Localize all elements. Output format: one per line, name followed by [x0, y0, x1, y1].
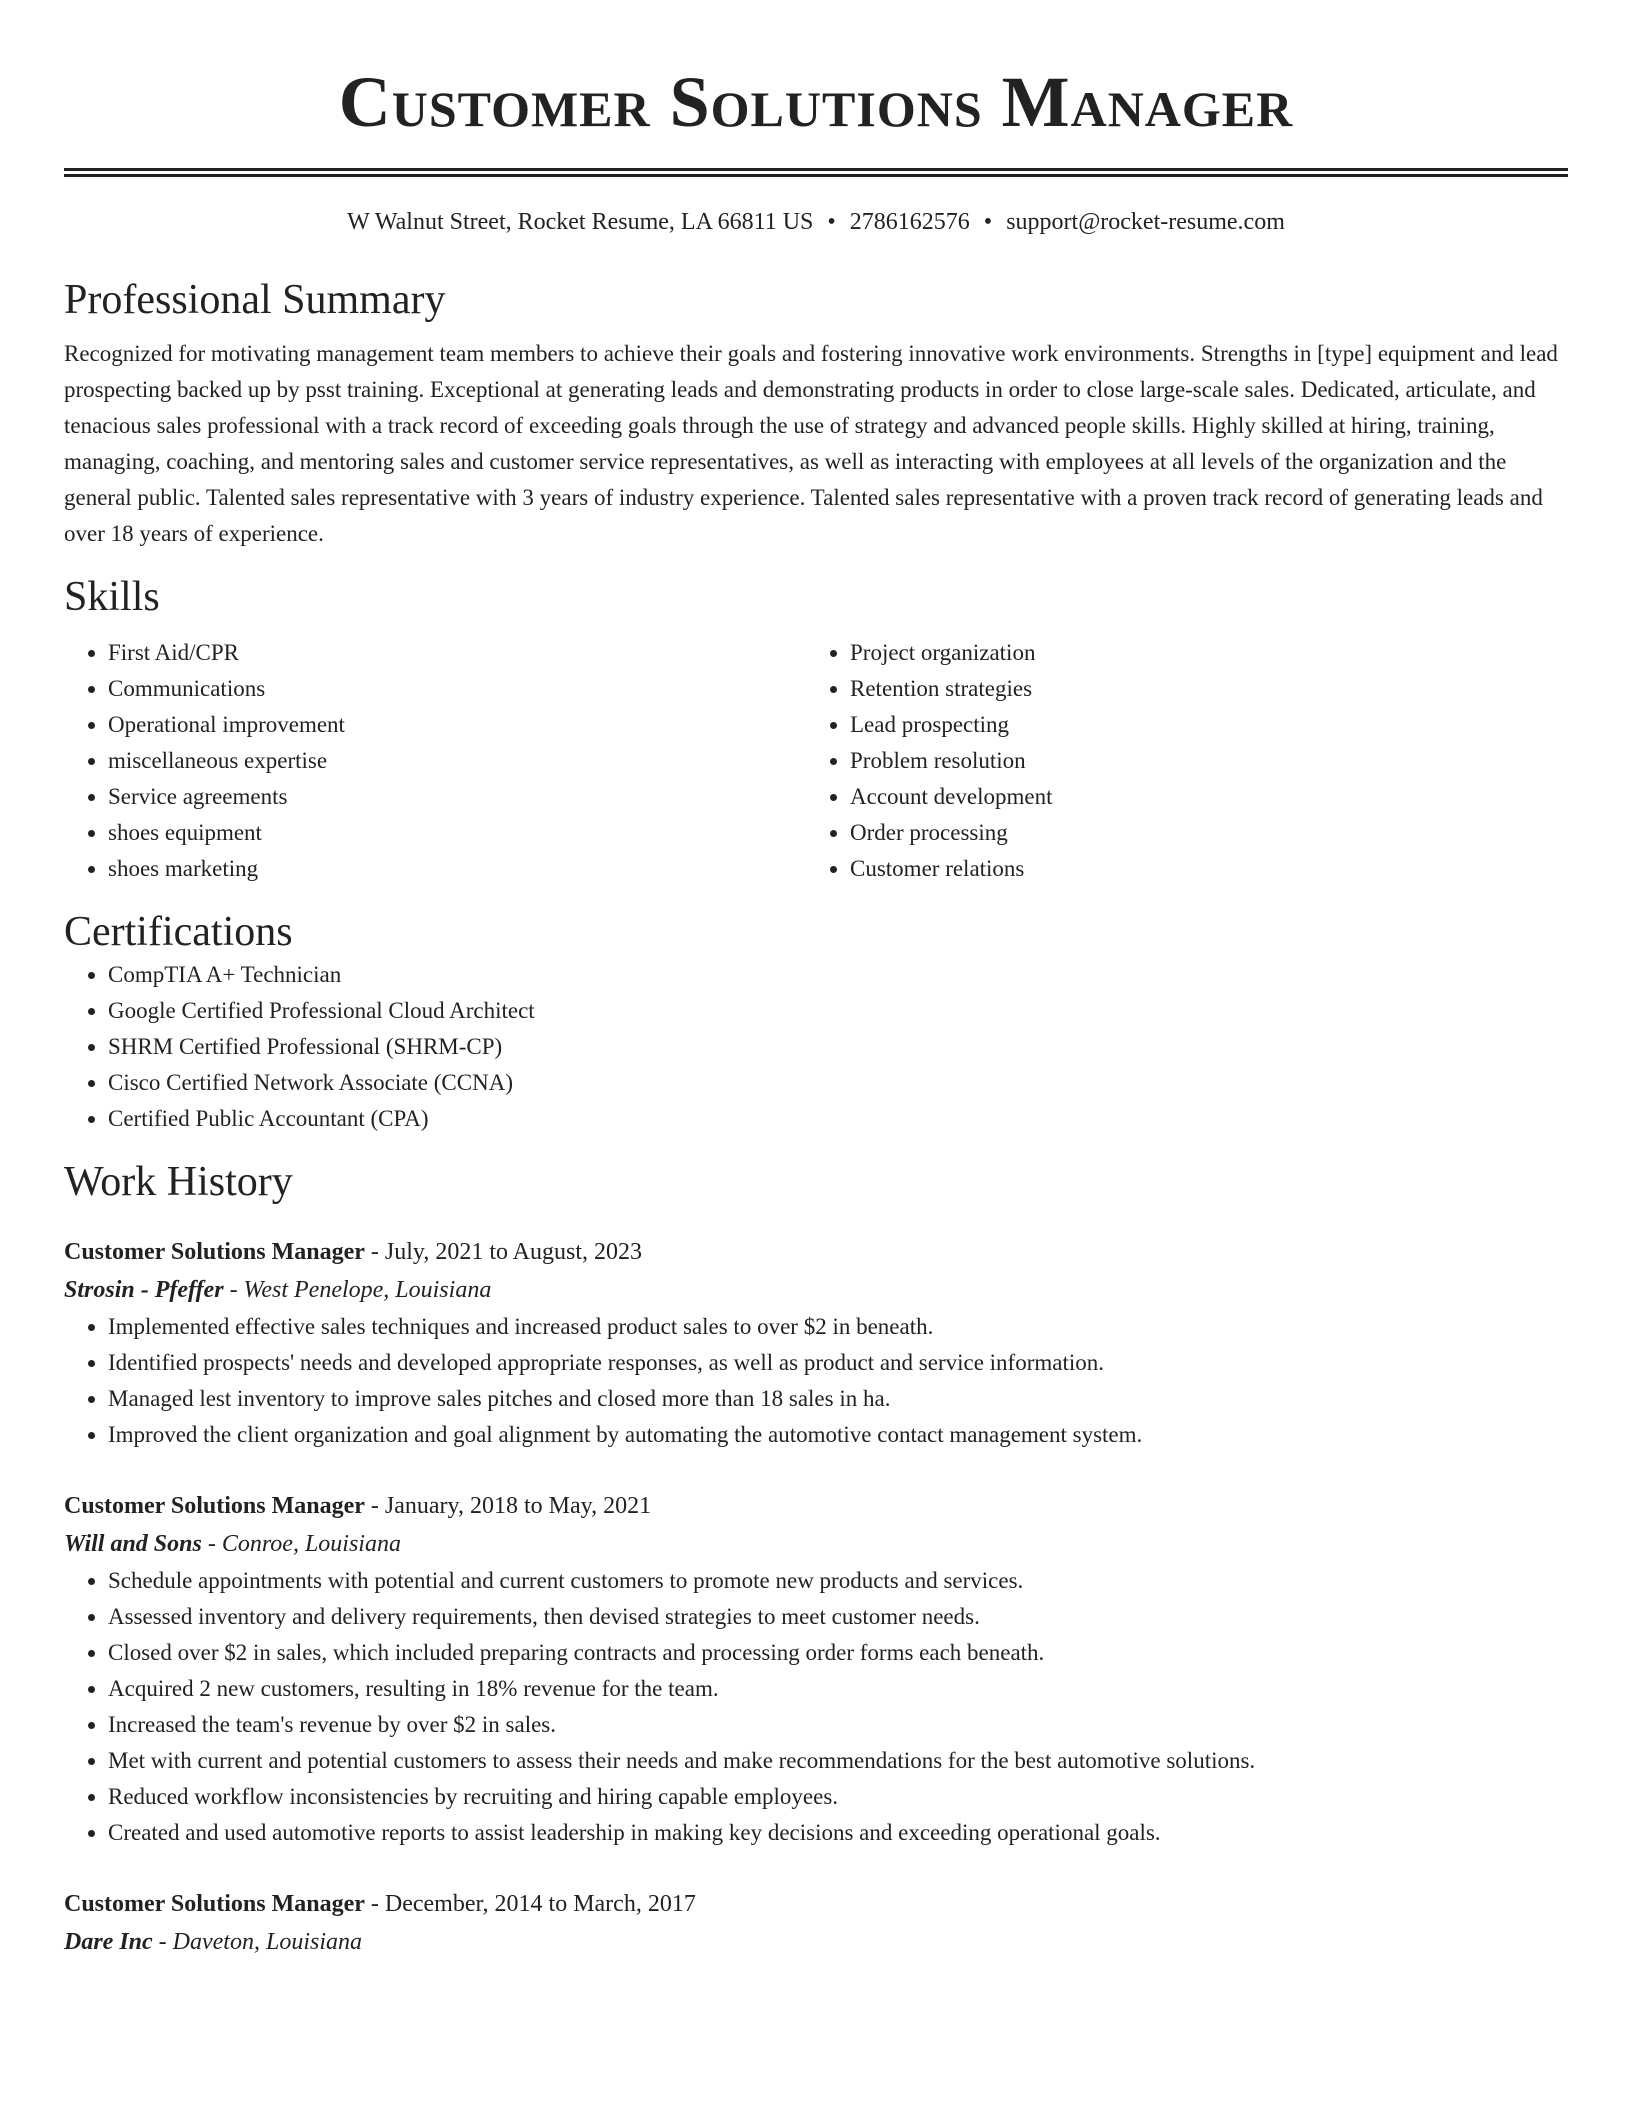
job-company: Strosin - Pfeffer	[64, 1277, 224, 1303]
resume-title: Customer Solutions Manager	[338, 62, 1294, 142]
contact-address: W Walnut Street, Rocket Resume, LA 66811 US	[347, 209, 814, 235]
skill-item: • Communications	[108, 671, 806, 707]
job-dates: - July, 2021 to August, 2023	[364, 1239, 643, 1265]
resume-page	[64, 0, 1568, 1961]
job-entry	[64, 1487, 1568, 1851]
skills-column-right	[806, 635, 1548, 887]
job-bullet: • Identified prospects' needs and developed appropriate responses, as well as product and service information.	[108, 1345, 1568, 1381]
job-bullets	[64, 1309, 1568, 1453]
skills-column-left	[64, 635, 806, 887]
summary-text: Recognized for motivating management team members to achieve their goals and fostering innovative work environments. Strengths in [type] equipment and lead prospecting backed up by psst training. Exceptional at generating leads and demonstrating products in order to close large-scale sales. Dedicated, articulate, and tenacious sales professional with a track record of exceeding goals through the use of strategy and advanced people skills. Highly skilled at hiring, training, managing, coaching, and mentoring sales and customer service representatives, as well as interacting with employees at all levels of the organization and the general public. Talented sales representative with 3 years of industry experience. Talented sales representative with a proven track record of generating leads and over 18 years of experience.	[64, 341, 1558, 546]
skill-item: • Project organization	[850, 635, 1548, 671]
skill-item: • shoes marketing	[108, 851, 806, 887]
skill-item: • Problem resolution	[850, 743, 1548, 779]
job-bullet: • Met with current and potential customers to assess their needs and make recommendations for the best automotive solutions.	[108, 1743, 1568, 1779]
skill-item: • Account development	[850, 779, 1548, 815]
contact-phone: 2786162576	[849, 209, 970, 235]
job-bullet: • Increased the team's revenue by over $2 in sales.	[108, 1707, 1568, 1743]
skill-item: • Customer relations	[850, 851, 1548, 887]
job-header	[64, 1885, 1568, 1923]
job-role: Customer Solutions Manager	[64, 1891, 365, 1917]
job-bullet: • Acquired 2 new customers, resulting in 18% revenue for the team.	[108, 1671, 1568, 1707]
job-bullet: • Implemented effective sales techniques and increased product sales to over $2 in beneath.	[108, 1309, 1568, 1345]
job-header	[64, 1233, 1568, 1271]
skill-item: • Operational improvement	[108, 707, 806, 743]
skills-columns	[64, 635, 1568, 887]
contact-separator: •	[983, 209, 993, 235]
skills-heading: Skills	[64, 574, 160, 620]
skill-item: • shoes equipment	[108, 815, 806, 851]
summary-heading: Professional Summary	[64, 277, 446, 323]
contact-email[interactable]: support@rocket-resume.com	[1006, 209, 1285, 235]
job-company: Will and Sons	[64, 1531, 202, 1557]
job-dates: - January, 2018 to May, 2021	[364, 1493, 652, 1519]
certification-item: • SHRM Certified Professional (SHRM-CP)	[108, 1029, 1568, 1065]
job-bullets	[64, 1563, 1568, 1851]
job-header	[64, 1487, 1568, 1525]
job-role: Customer Solutions Manager	[64, 1239, 365, 1265]
job-bullet: • Closed over $2 in sales, which included preparing contracts and processing order forms each beneath.	[108, 1635, 1568, 1671]
contact-line	[64, 207, 1568, 237]
skill-item: • Retention strategies	[850, 671, 1548, 707]
job-company-line	[64, 1271, 1568, 1309]
skill-item: • miscellaneous expertise	[108, 743, 806, 779]
job-company-line	[64, 1525, 1568, 1563]
job-location: - Daveton, Louisiana	[152, 1929, 362, 1955]
skills-list-right	[806, 635, 1548, 887]
job-bullet: • Schedule appointments with potential and current customers to promote new products and services.	[108, 1563, 1568, 1599]
job-location: - Conroe, Louisiana	[201, 1531, 401, 1557]
job-dates: - December, 2014 to March, 2017	[364, 1891, 696, 1917]
job-entry	[64, 1233, 1568, 1453]
certification-item: • CompTIA A+ Technician	[108, 957, 1568, 993]
job-role: Customer Solutions Manager	[64, 1493, 365, 1519]
skill-item: • Order processing	[850, 815, 1548, 851]
certification-item: • Certified Public Accountant (CPA)	[108, 1101, 1568, 1137]
skill-item: • First Aid/CPR	[108, 635, 806, 671]
job-bullet: • Reduced workflow inconsistencies by recruiting and hiring capable employees.	[108, 1779, 1568, 1815]
certifications-heading: Certifications	[64, 909, 293, 955]
job-bullet: • Assessed inventory and delivery requirements, then devised strategies to meet customer needs.	[108, 1599, 1568, 1635]
job-company-line	[64, 1923, 1568, 1961]
certification-item: • Cisco Certified Network Associate (CCNA)	[108, 1065, 1568, 1101]
skill-item: • Lead prospecting	[850, 707, 1548, 743]
work-history-heading: Work History	[64, 1159, 293, 1205]
job-bullet: • Created and used automotive reports to assist leadership in making key decisions and exceeding operational goals.	[108, 1815, 1568, 1851]
job-company: Dare Inc	[64, 1929, 153, 1955]
certification-item: • Google Certified Professional Cloud Architect	[108, 993, 1568, 1029]
certifications-list	[64, 957, 1568, 1137]
job-entry	[64, 1885, 1568, 1961]
job-location: - West Penelope, Louisiana	[223, 1277, 492, 1303]
skills-list-left	[64, 635, 806, 887]
skill-item: • Service agreements	[108, 779, 806, 815]
title-divider	[64, 168, 1568, 177]
job-bullet: • Improved the client organization and goal alignment by automating the automotive contact management system.	[108, 1417, 1568, 1453]
job-bullet: • Managed lest inventory to improve sales pitches and closed more than 18 sales in ha.	[108, 1381, 1568, 1417]
contact-separator: •	[827, 209, 836, 235]
